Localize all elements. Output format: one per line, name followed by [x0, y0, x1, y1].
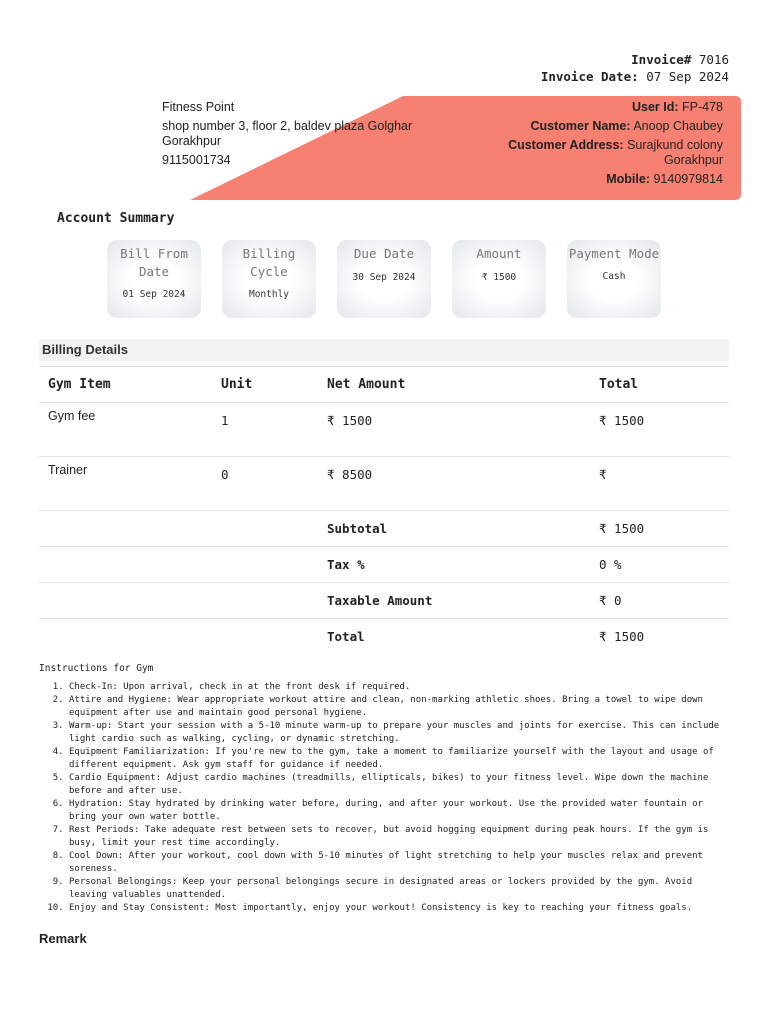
card-label: Bill From Date — [120, 246, 188, 279]
business-info — [162, 100, 422, 172]
summary-value: 0 % — [590, 547, 729, 583]
spacer-cell — [212, 547, 318, 583]
list-item: 7. Rest Periods: Take adequate rest between sets to recover, but avoid hogging equipment during peak hours. If the gym is busy, limit your rest time accordingly. — [69, 824, 729, 850]
list-item: 1. Check-In: Upon arrival, check in at the front desk if required. — [69, 681, 729, 694]
invoice-date-row — [541, 68, 729, 85]
summary-label: Tax % — [318, 547, 590, 583]
table-header-row — [39, 367, 729, 403]
billing-details-header — [39, 339, 729, 361]
customer-name: Anoop Chaubey — [633, 119, 723, 133]
card-value: Monthly — [248, 289, 290, 300]
list-item: 5. Cardio Equipment: Adjust cardio machines (treadmills, ellipticals, bikes) to your fitness level. Wipe down the machine before and after use. — [69, 772, 729, 798]
spacer-cell — [39, 547, 212, 583]
customer-address-label: Customer Address: — [508, 138, 624, 152]
summary-card-due-date — [337, 240, 431, 318]
item-unit: 0 — [212, 457, 318, 511]
summary-row-total — [39, 619, 729, 655]
customer-name-label: Customer Name: — [530, 119, 631, 133]
mobile: 9140979814 — [653, 172, 723, 186]
card-label: Amount — [476, 246, 522, 261]
list-item: 4. Equipment Familiarization: If you're new to the gym, take a moment to familiarize yourself with the layout and usage of different equipment. Ask gym staff for guidance if needed. — [69, 746, 729, 772]
customer-address: Surajkund colony Gorakhpur — [627, 138, 723, 167]
summary-card-bill-from — [107, 240, 201, 318]
customer-address-row — [473, 138, 723, 168]
remark-title: Remark — [39, 931, 87, 946]
user-id-label: User Id: — [631, 100, 679, 114]
item-net: ₹ 1500 — [318, 403, 590, 457]
summary-card-billing-cycle — [222, 240, 316, 318]
summary-row-taxable — [39, 583, 729, 619]
col-header-unit: Unit — [212, 367, 318, 403]
spacer-cell — [212, 511, 318, 547]
item-total: ₹ — [590, 457, 729, 511]
summary-label: Total — [318, 619, 590, 655]
summary-row-subtotal — [39, 511, 729, 547]
item-name: Gym fee — [39, 403, 212, 457]
billing-details-title: Billing Details — [42, 342, 128, 357]
account-summary-title: Account Summary — [57, 211, 175, 226]
list-item: 6. Hydration: Stay hydrated by drinking water before, during, and after your workout. Use the provided water fountain or bring your own water bottle. — [69, 798, 729, 824]
item-total: ₹ 1500 — [590, 403, 729, 457]
card-value: 01 Sep 2024 — [122, 289, 186, 300]
card-label: Due Date — [353, 246, 415, 261]
col-header-net: Net Amount — [318, 367, 590, 403]
table-row — [39, 457, 729, 511]
list-item: 10. Enjoy and Stay Consistent: Most importantly, enjoy your workout! Consistency is key to reaching your fitness goals. — [69, 902, 729, 915]
spacer-cell — [212, 583, 318, 619]
invoice-number-label: Invoice# — [631, 52, 692, 67]
business-address: shop number 3, floor 2, baldev plaza Golghar Gorakhpur — [162, 119, 413, 148]
spacer-cell — [39, 583, 212, 619]
summary-label: Taxable Amount — [318, 583, 590, 619]
customer-info — [473, 100, 723, 191]
item-name: Trainer — [39, 457, 212, 511]
business-phone: 9115001734 — [162, 153, 231, 167]
invoice-number: 7016 — [698, 52, 729, 67]
mobile-row — [473, 172, 723, 187]
summary-card-payment-mode — [567, 240, 661, 318]
spacer-cell — [39, 619, 212, 655]
invoice-date-label: Invoice Date: — [540, 69, 639, 84]
invoice-number-row — [541, 51, 729, 68]
list-item: 8. Cool Down: After your workout, cool down with 5-10 minutes of light stretching to help your muscles relax and prevent soreness. — [69, 850, 729, 876]
card-label: Payment Mode — [568, 246, 660, 261]
spacer-cell — [212, 619, 318, 655]
instructions-list — [39, 681, 729, 915]
item-unit: 1 — [212, 403, 318, 457]
business-name: Fitness Point — [162, 100, 235, 114]
item-net: ₹ 8500 — [318, 457, 590, 511]
billing-table — [39, 366, 729, 654]
summary-value: ₹ 1500 — [590, 511, 729, 547]
summary-value: ₹ 0 — [590, 583, 729, 619]
user-id-row — [473, 100, 723, 115]
invoice-meta — [541, 51, 729, 85]
list-item: 2. Attire and Hygiene: Wear appropriate workout attire and clean, non-marking athletic shoes. Bring a towel to wipe down equipment after use and maintain good personal hygiene. — [69, 694, 729, 720]
mobile-label: Mobile: — [606, 172, 650, 186]
spacer-cell — [39, 511, 212, 547]
list-item: 9. Personal Belongings: Keep your personal belongings secure in designated areas or lockers provided by the gym. Avoid leaving valuables unattended. — [69, 876, 729, 902]
summary-label: Subtotal — [318, 511, 590, 547]
invoice-date: 07 Sep 2024 — [646, 69, 729, 84]
card-value: Cash — [602, 271, 626, 282]
customer-name-row — [473, 119, 723, 134]
col-header-item: Gym Item — [39, 367, 212, 403]
summary-card-amount — [452, 240, 546, 318]
list-item: 3. Warm-up: Start your session with a 5-10 minute warm-up to prepare your muscles and joints for exercise. This can include light cardio such as walking, cycling, or dynamic stretching. — [69, 720, 729, 746]
summary-value: ₹ 1500 — [590, 619, 729, 655]
summary-row-tax — [39, 547, 729, 583]
user-id: FP-478 — [682, 100, 723, 114]
table-row — [39, 403, 729, 457]
card-value: ₹ 1500 — [481, 272, 517, 283]
card-label: Billing Cycle — [242, 246, 296, 279]
col-header-total: Total — [590, 367, 729, 403]
card-value: 30 Sep 2024 — [352, 272, 416, 283]
summary-cards — [107, 240, 682, 318]
instructions-title: Instructions for Gym — [39, 663, 154, 674]
